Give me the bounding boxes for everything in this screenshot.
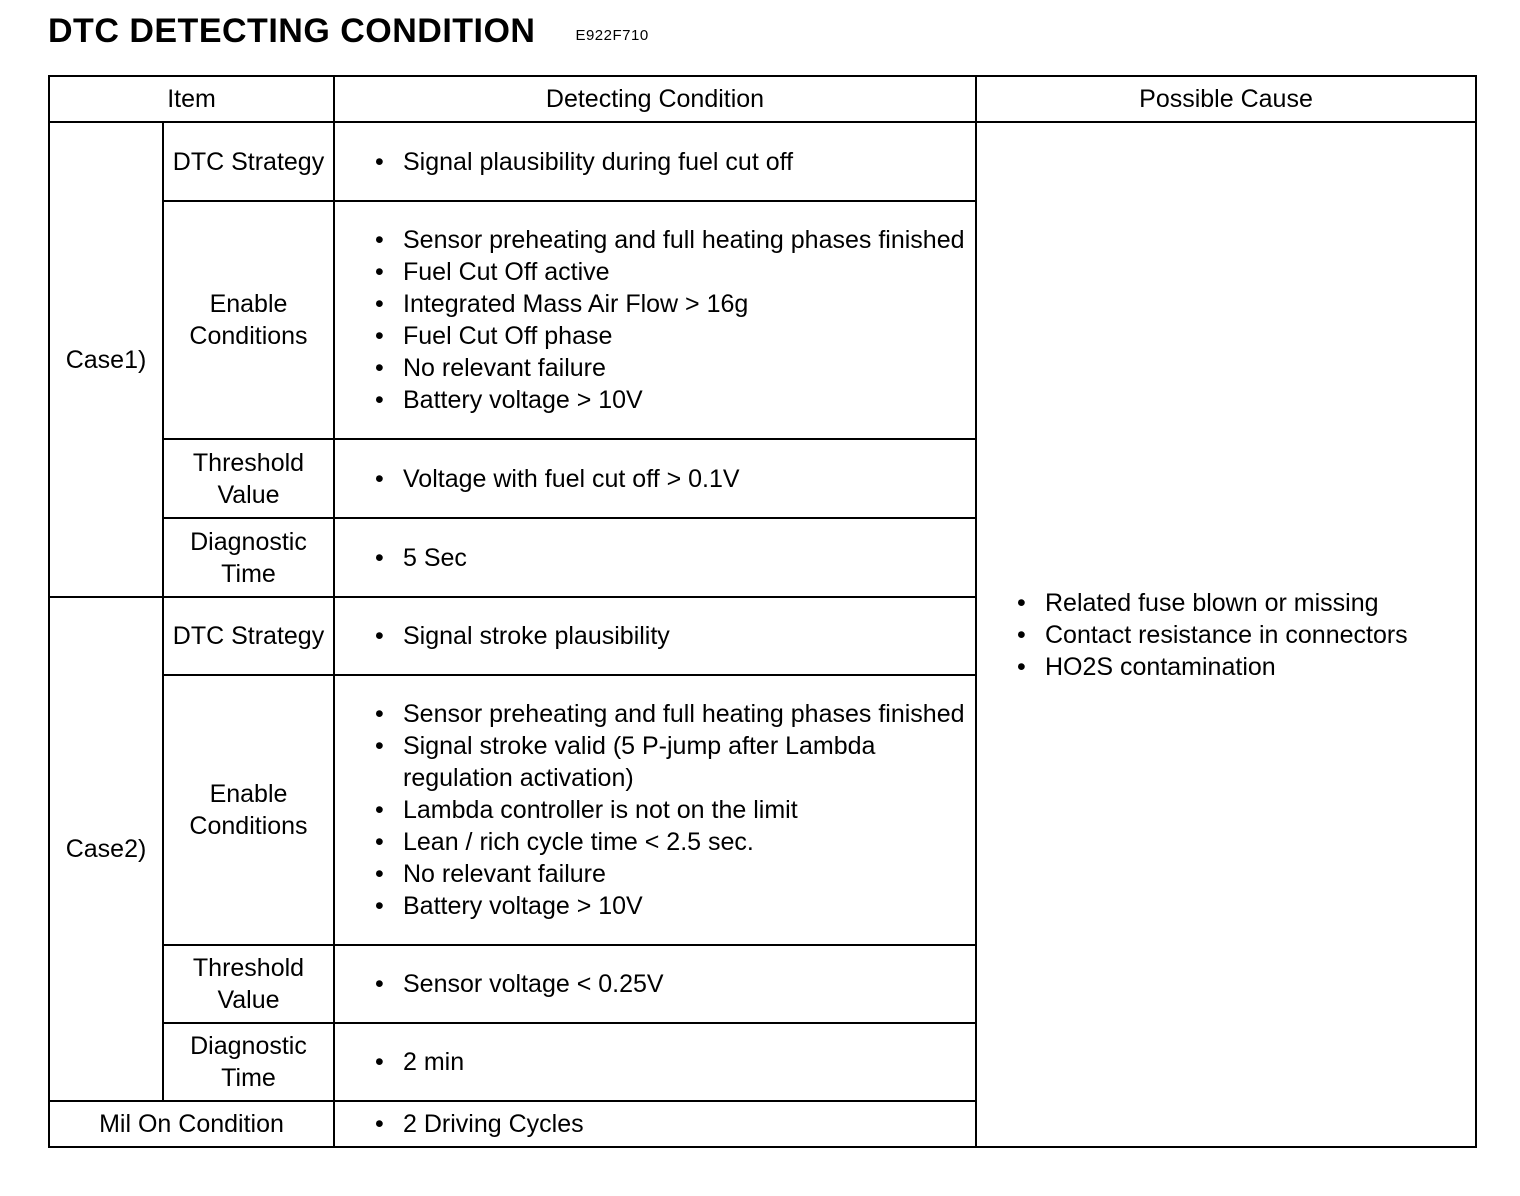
case2-strategy-label: DTC Strategy [163,597,334,675]
case1-strategy-row [49,122,1476,201]
bullet-item: • 5 Sec [375,542,975,574]
bullet-item: • HO2S contamination [1017,651,1475,683]
case1-strategy-list [375,146,975,178]
case2-threshold-list [375,968,975,1000]
case2-enable-list [375,698,975,922]
case1-enable-cell [334,201,976,439]
case2-time-label: Diagnostic Time [163,1023,334,1101]
case2-enable-cell [334,675,976,945]
case2-strategy-cell [334,597,976,675]
dtc-condition-table [48,75,1477,1148]
bullet-item: • Sensor voltage < 0.25V [375,968,975,1000]
bullet-item: • Battery voltage > 10V [375,890,975,922]
mil-cell [334,1101,976,1147]
mil-label: Mil On Condition [49,1101,334,1147]
bullet-item: • No relevant failure [375,858,975,890]
case1-enable-label: Enable Conditions [163,201,334,439]
bullet-item: • Fuel Cut Off phase [375,320,975,352]
bullet-item: • Lean / rich cycle time < 2.5 sec. [375,826,975,858]
bullet-item: • Sensor preheating and full heating phases finished [375,698,975,730]
page-title [48,12,649,51]
bullet-item: • 2 min [375,1046,975,1078]
bullet-item: • 2 Driving Cycles [375,1108,975,1140]
header-possible-cause: Possible Cause [976,76,1476,122]
header-row [49,76,1476,122]
case1-threshold-cell [334,439,976,518]
possible-cause-list [1017,587,1475,683]
case2-threshold-cell [334,945,976,1023]
bullet-item: • Related fuse blown or missing [1017,587,1475,619]
case1-enable-list [375,224,975,416]
case1-time-list [375,542,975,574]
possible-cause-cell [976,122,1476,1147]
case2-enable-label: Enable Conditions [163,675,334,945]
bullet-item: • Fuel Cut Off active [375,256,975,288]
case1-time-label: Diagnostic Time [163,518,334,597]
case2-threshold-label: Threshold Value [163,945,334,1023]
case1-threshold-label: Threshold Value [163,439,334,518]
case1-strategy-cell [334,122,976,201]
case1-time-cell [334,518,976,597]
bullet-item: • Signal stroke valid (5 P-jump after Lambda regulation activation) [375,730,975,794]
bullet-item: • Integrated Mass Air Flow > 16g [375,288,975,320]
bullet-item: • Voltage with fuel cut off > 0.1V [375,463,975,495]
bullet-item: • Battery voltage > 10V [375,384,975,416]
mil-list [375,1108,975,1140]
document-code: E922F710 [575,27,649,44]
bullet-item: • No relevant failure [375,352,975,384]
title-text: DTC DETECTING CONDITION [48,12,536,50]
bullet-item: • Sensor preheating and full heating phases finished [375,224,975,256]
case2-label: Case2) [49,597,163,1101]
bullet-item: • Signal stroke plausibility [375,620,975,652]
case1-label: Case1) [49,122,163,597]
case1-threshold-list [375,463,975,495]
header-item: Item [49,76,334,122]
bullet-item: • Lambda controller is not on the limit [375,794,975,826]
header-detecting-condition: Detecting Condition [334,76,976,122]
case1-strategy-label: DTC Strategy [163,122,334,201]
bullet-item: • Contact resistance in connectors [1017,619,1475,651]
case2-time-cell [334,1023,976,1101]
case2-strategy-list [375,620,975,652]
bullet-item: • Signal plausibility during fuel cut off [375,146,975,178]
case2-time-list [375,1046,975,1078]
